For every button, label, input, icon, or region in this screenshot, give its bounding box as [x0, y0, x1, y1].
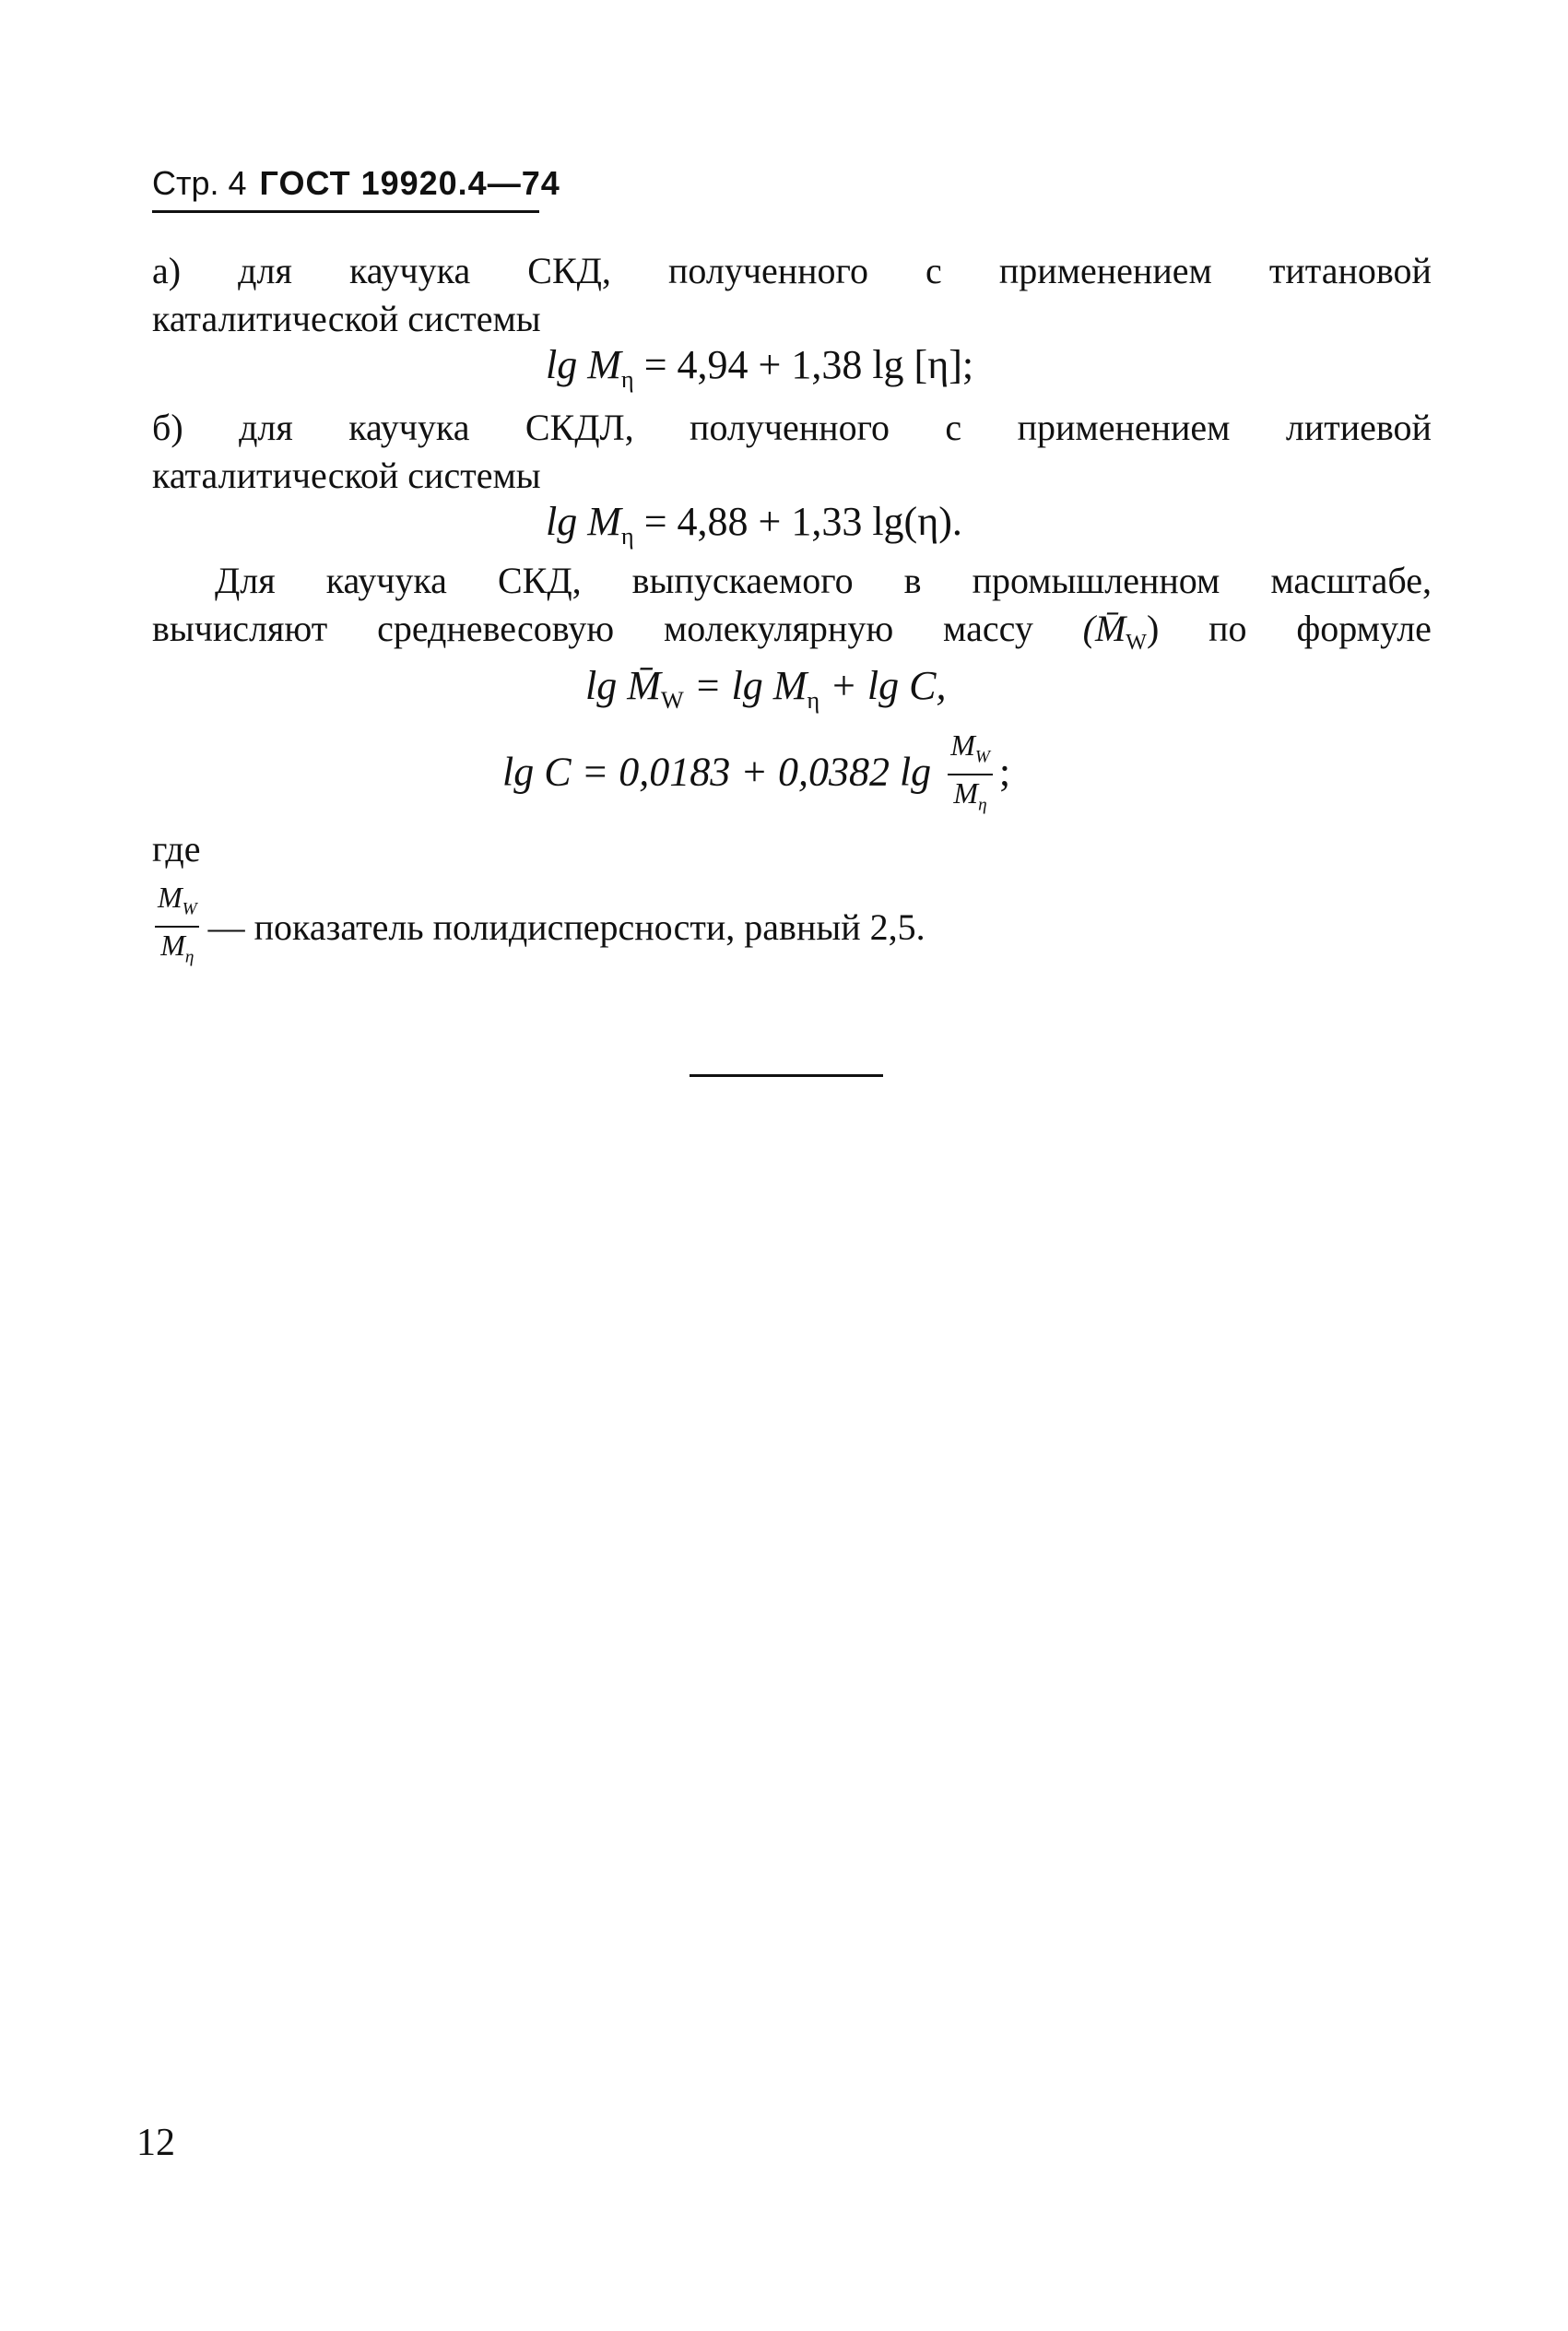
word: каучука [348, 250, 471, 291]
definition-fraction [152, 881, 203, 976]
mw-sub: W [1126, 631, 1147, 655]
den-sub: η [184, 947, 195, 967]
fraction-denominator [948, 774, 992, 822]
formula-c-lhs: lg C = 0,0183 + 0,0382 lg [502, 749, 932, 795]
item-b-line2: каталитической системы [152, 455, 541, 496]
word: а) [152, 250, 182, 291]
word: масштабе, [1270, 560, 1432, 601]
mw-letter: (M̄ [1082, 608, 1126, 649]
item-a-line2: каталитической системы [152, 298, 541, 339]
formula-a-lhs: lg M [546, 342, 621, 387]
word: СКДЛ, [525, 407, 634, 448]
word: средневесовую [377, 608, 615, 649]
formula-b-sub: η [620, 521, 634, 550]
word: титановой [1268, 250, 1432, 291]
formula-b [546, 498, 962, 550]
page-header [152, 164, 560, 203]
formula-mw-mid: = lg M [683, 663, 808, 708]
num-letter: M [158, 881, 183, 914]
word: в [903, 560, 922, 601]
page-label: Стр. 4 [152, 164, 247, 202]
definition-denominator [155, 926, 199, 975]
formula-b-lhs: lg M [546, 499, 621, 544]
item-a-line1 [152, 247, 1432, 295]
paragraph-skd-line2 [152, 605, 1432, 667]
word: по [1208, 608, 1247, 649]
formula-c [502, 728, 1010, 823]
word: формуле [1296, 608, 1432, 649]
num-sub: W [974, 747, 990, 767]
header-divider [152, 210, 539, 213]
item-b [152, 404, 1432, 500]
formula-a-sub: η [620, 364, 634, 393]
fraction-numerator [945, 728, 996, 774]
definition-numerator [152, 881, 203, 926]
num-sub: W [182, 899, 197, 919]
den-sub: η [978, 795, 987, 815]
word: полученного [690, 407, 890, 448]
formula-a [546, 341, 973, 394]
formula-mw [585, 662, 946, 715]
word: Для [215, 560, 276, 601]
formula-b-rhs: = 4,88 + 1,33 lg(η). [633, 499, 962, 544]
formula-c-tail: ; [998, 749, 1011, 795]
word: СКД, [527, 250, 611, 291]
paragraph-skd-line1 [152, 557, 1432, 605]
formula-mw-lhs-sub: W [660, 685, 684, 714]
word: выпускаемого [631, 560, 854, 601]
word: полученного [668, 250, 868, 291]
formula-mw-lhs: lg M̄ [585, 663, 661, 708]
where-label: где [152, 828, 201, 870]
paren: ) [1146, 608, 1160, 649]
formula-a-rhs: = 4,94 + 1,38 lg [η]; [633, 342, 974, 387]
word: СКД, [497, 560, 582, 601]
word: для [239, 407, 293, 448]
end-divider [690, 1074, 883, 1077]
word: молекулярную [663, 608, 894, 649]
word: применением [998, 250, 1212, 291]
word: вычисляют [152, 608, 328, 649]
mw-symbol [1083, 605, 1160, 667]
word: каучука [348, 407, 470, 448]
den-letter: M [160, 929, 185, 963]
paragraph-skd [152, 557, 1432, 667]
num-letter: M [950, 728, 975, 762]
word: с [925, 250, 942, 291]
item-b-line1 [152, 404, 1432, 452]
definition [152, 881, 925, 976]
gost-number: ГОСТ 19920.4—74 [259, 164, 560, 202]
word: с [945, 407, 962, 448]
formula-mw-mid-sub: η [807, 685, 820, 714]
den-letter: M [953, 776, 979, 811]
formula-mw-rhs: + lg C, [819, 663, 947, 708]
word: для [238, 250, 292, 291]
page-number: 12 [136, 2122, 175, 2164]
word: литиевой [1285, 407, 1432, 448]
item-a [152, 247, 1432, 343]
word: каучука [325, 560, 447, 601]
word: промышленном [972, 560, 1220, 601]
definition-text: — показатель полидисперсности, равный 2,5. [207, 906, 925, 949]
formula-c-fraction [945, 728, 996, 823]
word: применением [1017, 407, 1231, 448]
word: массу [943, 608, 1033, 649]
word: б) [152, 407, 183, 448]
